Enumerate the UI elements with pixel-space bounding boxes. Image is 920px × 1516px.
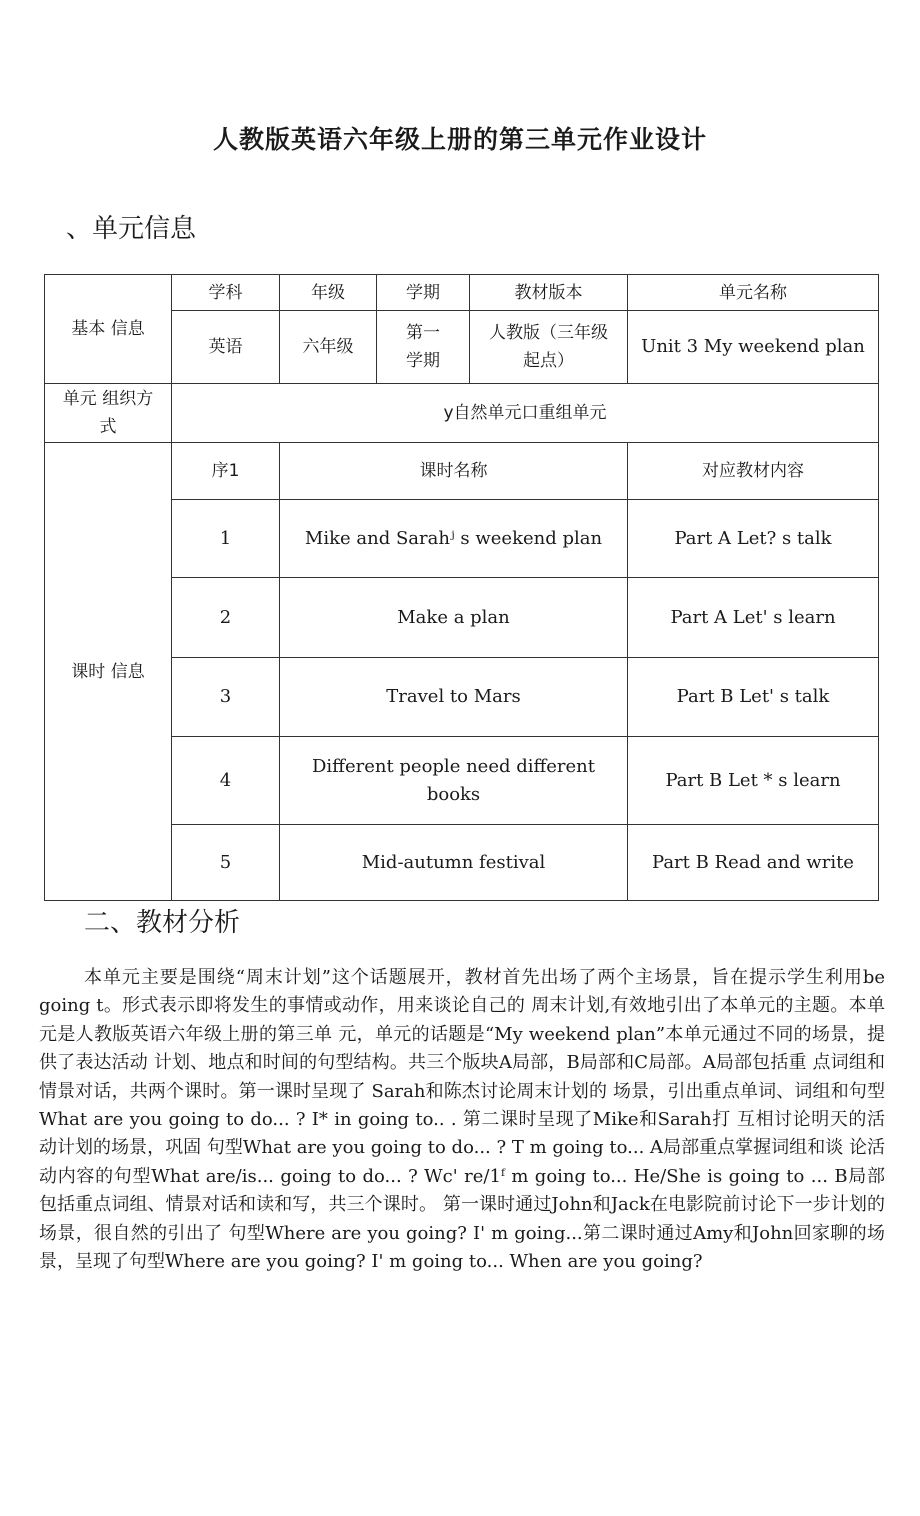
lesson-no: 3: [172, 658, 280, 737]
lesson-name: Mid-autumn festival: [280, 825, 628, 901]
term-line-2: 学期: [406, 351, 440, 371]
organization-label-line-2: 式: [99, 417, 117, 437]
lesson-name: Make a plan: [280, 578, 628, 658]
header-grade: 年级: [280, 275, 377, 311]
header-lesson-name: 课时名称: [280, 443, 628, 500]
lesson-no: 5: [172, 825, 280, 901]
lesson-name: Different people need different books: [280, 737, 628, 825]
lesson-no: 2: [172, 578, 280, 658]
basic-info-label: 基本 信息: [45, 275, 172, 384]
lesson-name: Mike and Sarahʲ s weekend plan: [280, 500, 628, 578]
lesson-no: 4: [172, 737, 280, 825]
lesson-content: Part B Read and write: [628, 825, 879, 901]
term-line-1: 第一: [406, 323, 440, 343]
lesson-no: 1: [172, 500, 280, 578]
table-row: [45, 275, 879, 311]
lesson-content: Part A Let? s talk: [628, 500, 879, 578]
organization-value: y自然单元口重组单元: [172, 384, 879, 443]
analysis-paragraph: 本单元主要是围绕“周末计划”这个话题展开，教材首先出场了两个主场景，旨在提示学生利用be going t。形式表示即将发生的事情或动作，用来谈论自己的 周末计划,有效地引出了本单元的主题。本单元是人教版英语六年级上册的第三单 元，单元的话题是“My weekend plan”本单元通过不同的场景，提供了表达活动 计划、地点和时间的句型结构。共三个版块A局部，B局部和C局部。A局部包括重 点词组和情景对话，共两个课时。第一课时呈现了 Sarah和陈杰讨论周末计划的 场景，引出重点单词、词组和句型What are you going to do... ? I* in going to.. . 第二课时呈现了Mike和Sarah打 互相讨论明天的活动计划的场景，巩固 句型What are you going to do... ? T m going to... A局部重点掌握词组和谈 论活 动内容的句型What are/is... going to do... ? Wc' re/1ᶠ m going to... He/She is going to ... B局部包括重点词组、情景对话和读和写，共三个课时。 第一课时通过John和Jack在电影院前讨论下一步计划的场景，很自然的引出了 句型Where are you going? I' m going...第二课时通过Amy和John回家聊的场 景，呈现了句型Where are you going? I' m going to... When are you going?: [39, 967, 885, 1273]
header-lesson-content: 对应教材内容: [628, 443, 879, 500]
table-row: [45, 384, 879, 443]
lesson-content: Part B Let' s talk: [628, 658, 879, 737]
lesson-content: Part A Let' s learn: [628, 578, 879, 658]
organization-label: [45, 384, 172, 443]
edition-line-1: 人教版（三年级: [489, 323, 608, 343]
edition-value: [470, 311, 628, 384]
unit-name-value: Unit 3 My weekend plan: [628, 311, 879, 384]
grade-value: 六年级: [280, 311, 377, 384]
header-lesson-no: 序1: [172, 443, 280, 500]
unit-info-table: [44, 274, 879, 901]
table-row: [45, 443, 879, 500]
section-heading-unit-info: 、单元信息: [66, 214, 197, 244]
lesson-name: Travel to Mars: [280, 658, 628, 737]
subject-value: 英语: [172, 311, 280, 384]
header-unit-name: 单元名称: [628, 275, 879, 311]
header-edition: 教材版本: [470, 275, 628, 311]
edition-line-2: 起点）: [523, 351, 574, 371]
section-heading-analysis: 二、教材分析: [84, 908, 241, 938]
header-subject: 学科: [172, 275, 280, 311]
document-title: 人教版英语六年级上册的第三单元作业设计: [212, 125, 707, 154]
organization-label-line-1: 单元 组织方: [62, 389, 154, 409]
lesson-content: Part B Let * s learn: [628, 737, 879, 825]
term-value: [377, 311, 470, 384]
header-term: 学期: [377, 275, 470, 311]
lesson-info-label: 课时 信息: [45, 443, 172, 901]
